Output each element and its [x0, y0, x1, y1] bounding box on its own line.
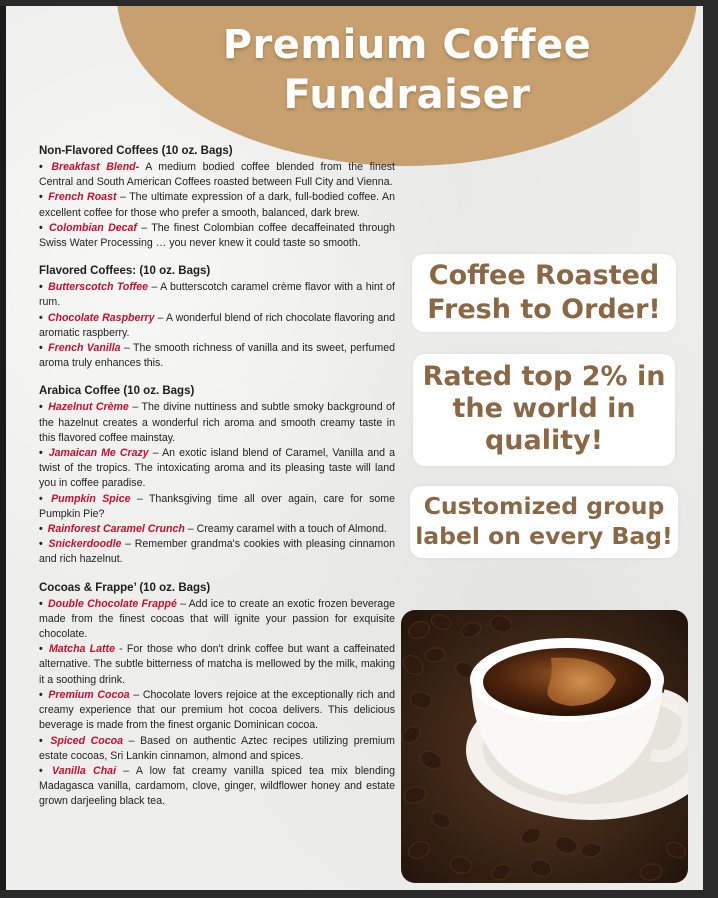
item-name: Double Chocolate Frappé — [47, 597, 177, 610]
item-description: – An exotic island blend of Caramel, Vanilla and a twist of the tropics. The intoxicating aroma and its pleasing taste will land you in coffee paradise. — [39, 447, 395, 490]
flyer-page — [6, 6, 703, 890]
item-name: Matcha Latte — [48, 643, 115, 656]
item-description: A medium bodied coffee blended from the finest Central and South American Coffees roasted between Full City and Vienna. — [39, 161, 396, 189]
bullet-icon: • — [39, 734, 43, 747]
page-title — [122, 20, 692, 120]
item-description: – A low fat creamy vanilla spiced tea mix blending Madagasca vanilla, cardamom, clove, ginger, wildflower honey and estate grown darjeeling black tea. — [39, 764, 395, 808]
item-name: French Vanilla — [48, 342, 121, 355]
callout-line: Rated top 2% in — [422, 361, 666, 392]
menu-item — [39, 400, 395, 446]
item-name: Chocolate Raspberry — [47, 311, 155, 324]
item-name: Premium Cocoa — [48, 688, 130, 701]
menu-section — [39, 143, 395, 251]
menu-item — [39, 492, 395, 522]
bullet-icon: • — [39, 523, 43, 536]
callout-line: Coffee Roasted — [428, 260, 660, 291]
item-name: Butterscotch Toffee — [48, 281, 149, 294]
menu-section — [39, 580, 395, 810]
bullet-icon: • — [39, 311, 43, 324]
callout-line: Customized group — [423, 492, 665, 520]
menu-item — [39, 446, 395, 492]
item-description: – The ultimate expression of a dark, full-bodied coffee. An excellent coffee for those who prefer a smooth, balanced, dark brew. — [39, 191, 395, 219]
item-name: Vanilla Chai — [52, 764, 117, 777]
menu-item — [39, 734, 395, 764]
item-name: Snickerdoodle — [48, 538, 122, 551]
item-name: Breakfast Blend- — [51, 161, 140, 173]
item-description: – The divine nuttiness and subtle smoky background of the hazelnut creates a wonderful rich aroma and smooth creamy taste in this flavored coffee mainstay. — [39, 401, 395, 444]
viewer-frame-right — [703, 0, 718, 898]
menu-item — [39, 522, 395, 537]
menu-item — [39, 311, 395, 341]
viewer-frame-bottom — [0, 890, 718, 898]
item-name: French Roast — [48, 191, 117, 204]
item-name: Hazelnut Crème — [48, 401, 129, 414]
callout-line: Fresh to Order! — [427, 294, 661, 325]
menu-item — [39, 642, 395, 688]
coffee-cup-photo — [401, 610, 688, 883]
item-description: – Remember grandma's cookies with pleasing cinnamon and rich hazelnut. — [39, 538, 395, 566]
callout-line: quality! — [484, 425, 604, 456]
bullet-icon: • — [39, 643, 43, 656]
menu-item — [39, 597, 395, 643]
bullet-icon: • — [39, 401, 43, 414]
bullet-icon: • — [39, 492, 43, 505]
bullet-icon: • — [39, 597, 43, 610]
bullet-icon: • — [39, 764, 43, 777]
item-name: Colombian Decaf — [49, 221, 137, 234]
item-name: Rainforest Caramel Crunch — [47, 523, 185, 536]
coffee-cup-illustration — [401, 610, 688, 883]
menu-item — [39, 160, 395, 190]
menu-item — [39, 190, 395, 220]
item-name: Spiced Cocoa — [50, 734, 124, 747]
item-description: – The smooth richness of vanilla and its sweet, perfumed aroma truly enhances this. — [39, 342, 395, 370]
item-description: – Based on authentic Aztec recipes utilizing premium estate cocoas, Sri Lankin cinnamon, almond and spices. — [39, 734, 395, 762]
callout-rated — [413, 354, 675, 466]
bullet-icon: • — [39, 161, 43, 173]
item-name: Jamaican Me Crazy — [48, 447, 149, 460]
menu-item — [39, 221, 395, 251]
item-description: – A butterscotch caramel crème flavor with a hint of rum. — [39, 281, 395, 309]
bullet-icon: • — [39, 281, 43, 294]
title-line-2: Fundraiser — [283, 72, 531, 118]
section-title: Cocoas & Frappe’ (10 oz. Bags) — [39, 581, 211, 594]
bullet-icon: • — [39, 191, 43, 204]
item-description: – Add ice to create an exotic frozen beverage made from the finest cocoas that will ignite your passion for exquisite chocolate. — [39, 597, 395, 641]
item-description: – Chocolate lovers rejoice at the exceptionally rich and creamy experience that our premium hot cocoa delivers. This delicious beverage is made from the finest organic Dominican cocoa. — [39, 688, 395, 732]
section-title: Non-Flavored Coffees (10 oz. Bags) — [39, 145, 233, 157]
bullet-icon: • — [39, 447, 43, 460]
bullet-icon: • — [39, 688, 43, 701]
menu-item — [39, 280, 395, 310]
menu-section — [39, 263, 395, 371]
bullet-icon: • — [39, 221, 43, 234]
item-name: Pumpkin Spice — [51, 492, 131, 505]
callout-label — [410, 486, 678, 558]
product-menu — [39, 143, 395, 822]
section-title: Flavored Coffees: (10 oz. Bags) — [39, 265, 211, 278]
bullet-icon: • — [39, 538, 43, 551]
menu-item — [39, 688, 395, 734]
callout-roasted — [412, 254, 676, 332]
title-line-1: Premium Coffee — [222, 22, 592, 68]
menu-item — [39, 341, 395, 371]
menu-item — [39, 537, 395, 567]
callout-line: label on every Bag! — [415, 522, 673, 550]
item-description: – Creamy caramel with a touch of Almond. — [184, 523, 387, 536]
menu-section — [39, 383, 395, 567]
callout-line: the world in — [452, 393, 636, 424]
item-description: – A wonderful blend of rich chocolate flavoring and aromatic raspberry. — [39, 311, 396, 339]
item-description: – The finest Colombian coffee decaffeinated through Swiss Water Processing … you never knew it could taste so smooth. — [39, 221, 395, 250]
menu-item — [39, 764, 395, 810]
section-title: Arabica Coffee (10 oz. Bags) — [39, 385, 195, 398]
item-description: - For those who don't drink coffee but want a caffeinated alternative. The subtle bitterness of matcha is mellowed by the milk, making it a soothing drink. — [39, 643, 395, 686]
item-description: – Thanksgiving time all over again, care for some Pumpkin Pie? — [39, 492, 395, 520]
bullet-icon: • — [39, 342, 43, 355]
